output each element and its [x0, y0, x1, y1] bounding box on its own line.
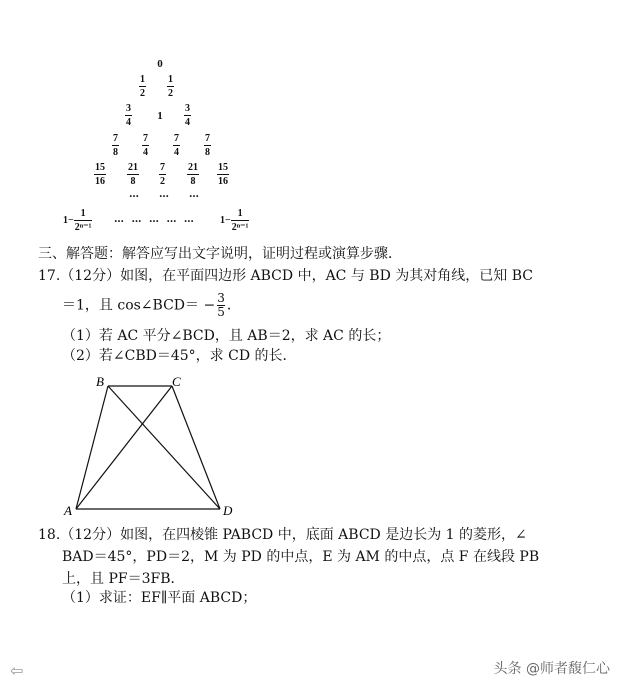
triangle-last-left: 1− $\frac{1}{\text{2ⁿ⁻¹}}$: [63, 208, 92, 233]
triangle-last-dots: … … … … …: [114, 214, 196, 225]
triangle-fraction: 15 16: [95, 162, 105, 187]
trapezoid-figure: [60, 372, 250, 522]
triangle-last-right: 1− $\frac{1}{\text{2ⁿ⁻¹}}$: [220, 208, 249, 233]
q18-line2: BAD＝45°，PD＝2，M 为 PD 的中点，E 为 AM 的中点，点 F 在线段 PB: [62, 549, 540, 565]
triangle-fraction: 7 4: [174, 133, 179, 158]
q17-line2: [62, 292, 241, 319]
q17-line2-post: ．: [226, 297, 241, 314]
q18-line3: 上，且 PF＝3FB．: [62, 571, 185, 587]
triangle-dots: …: [159, 189, 170, 200]
triangle-fraction: 21 8: [128, 162, 138, 187]
q18-part1: （1）求证：EF∥平面 ABCD；: [62, 590, 257, 606]
q18-line1: 18.（12分）如图，在四棱锥 PABCD 中，底面 ABCD 是边长为 1 的菱形，∠: [38, 527, 527, 543]
triangle-fraction: 15 16: [218, 162, 228, 187]
q17-line1: 17.（12分）如图，在平面四边形 ABCD 中，AC 与 BD 为其对角线，已知 BC: [38, 268, 533, 284]
edge-ab: [76, 386, 108, 509]
vertex-label-d: D: [223, 503, 233, 518]
triangle-fraction: 21 8: [188, 162, 198, 187]
watermark: 头条 @师者馥仁心: [493, 661, 610, 677]
q17-part1: （1）若 AC 平分∠BCD，且 AB＝2，求 AC 的长；: [62, 328, 391, 344]
back-arrow-icon[interactable]: ⇦: [10, 661, 24, 680]
q17-fraction: $\frac{3}{5}$: [217, 291, 225, 319]
q17-line2-pre: ＝1，且 cos∠BCD＝ −: [62, 297, 216, 314]
triangle-row2-mid: 1: [157, 110, 163, 122]
vertex-label-a: A: [64, 503, 72, 518]
triangle-fraction: 1 2: [140, 74, 145, 99]
vertex-label-c: C: [172, 374, 181, 389]
q17-part2: （2）若∠CBD＝45°，求 CD 的长．: [62, 348, 297, 364]
triangle-row0: 0: [157, 58, 163, 70]
triangle-fraction: 7 4: [143, 133, 148, 158]
triangle-fraction: 7 2: [160, 162, 165, 187]
triangle-fraction: 3 4: [185, 103, 190, 128]
edge-cd: [172, 386, 220, 509]
vertex-label-b: B: [96, 374, 104, 389]
triangle-dots: …: [189, 189, 200, 200]
triangle-fraction: 7 8: [205, 133, 210, 158]
section-three-heading: 三、解答题：解答应写出文字说明，证明过程或演算步骤．: [38, 246, 402, 262]
number-triangle: [60, 55, 260, 235]
triangle-fraction: 1 2: [168, 74, 173, 99]
diagonal-bd: [108, 386, 220, 509]
triangle-fraction: 7 8: [113, 133, 118, 158]
triangle-dots: …: [129, 189, 140, 200]
triangle-fraction: 3 4: [126, 103, 131, 128]
